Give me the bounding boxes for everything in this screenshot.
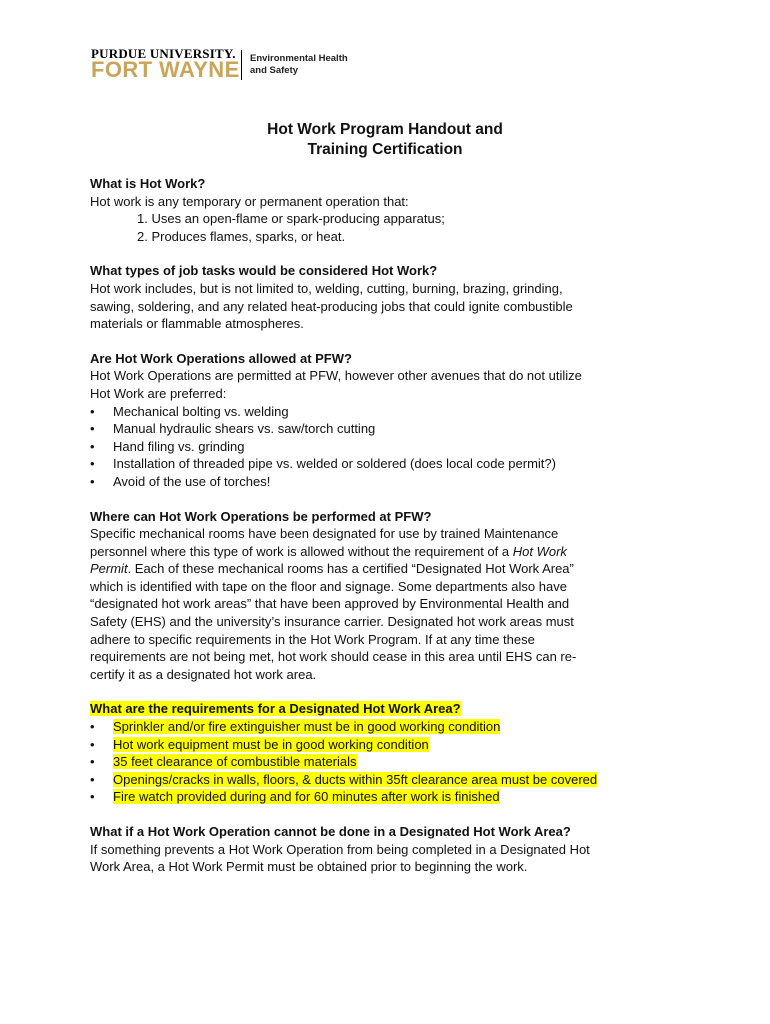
logo-department-line1: Environmental Health [250, 53, 348, 64]
list-item [90, 736, 690, 754]
section-what-is-hot-work [90, 175, 690, 245]
section-text-line: Specific mechanical rooms have been designated for use by trained Maintenance [90, 526, 559, 542]
section-heading [90, 700, 690, 718]
list-item [90, 753, 690, 771]
section-text-line: sawing, soldering, and any related heat-producing jobs that could ignite combustible [90, 298, 573, 314]
section-text-line [90, 560, 690, 578]
numbered-item: 1. Uses an open-flame or spark-producing apparatus; [137, 211, 445, 227]
section-heading: What if a Hot Work Operation cannot be done in a Designated Hot Work Area? [90, 824, 571, 839]
requirements-list [90, 718, 690, 806]
section-heading: What types of job tasks would be considered Hot Work? [90, 263, 438, 279]
text-run: . Each of these mechanical rooms has a certified “Designated Hot Work Area” [127, 561, 574, 577]
highlighted-text: Hot work equipment must be in good working condition [113, 736, 429, 752]
highlighted-text: Fire watch provided during and for 60 minutes after work is finished [113, 789, 500, 805]
numbered-item: 2. Produces flames, sparks, or heat. [137, 228, 346, 244]
document-body [90, 175, 690, 893]
alternatives-list [90, 403, 690, 491]
section-text-line: Hot Work are preferred: [90, 385, 227, 401]
section-heading: Where can Hot Work Operations be performed at PFW? [90, 508, 432, 524]
list-item: • Manual hydraulic shears vs. saw/torch cutting [90, 420, 690, 438]
section-job-tasks [90, 262, 690, 332]
section-permit [90, 823, 690, 876]
section-allowed-at-pfw [90, 350, 690, 491]
text-run: personnel where this type of work is allowed without the requirement of a [90, 543, 513, 559]
section-text-line: certify it as a designated hot work area. [90, 666, 317, 682]
highlighted-heading: What are the requirements for a Designated Hot Work Area? [90, 701, 461, 717]
logo-department [250, 53, 348, 77]
section-text-line: Safety (EHS) and the university’s insurance carrier. Designated hot work areas must [90, 614, 574, 630]
section-text-line: Work Area, a Hot Work Permit must be obtained prior to beginning the work. [90, 859, 528, 875]
logo-divider [241, 50, 242, 80]
title-line2: Training Certification [307, 141, 463, 158]
highlighted-text: 35 feet clearance of combustible materials [113, 754, 357, 770]
highlighted-text: Openings/cracks in walls, floors, & ducts within 35ft clearance area must be covered [113, 771, 598, 787]
section-heading: What is Hot Work? [90, 176, 206, 191]
section-text-line [90, 543, 690, 561]
logo-university-name: PURDUE UNIVERSITY. [91, 46, 236, 61]
list-item: • Installation of threaded pipe vs. welded or soldered (does local code permit?) [90, 455, 690, 473]
list-item: • Hand filing vs. grinding [90, 438, 690, 456]
list-item: • Mechanical bolting vs. welding [90, 403, 690, 421]
section-where-performed [90, 508, 690, 684]
section-text-line: materials or flammable atmospheres. [90, 316, 304, 332]
section-text: Hot work is any temporary or permanent operation that: [90, 193, 409, 209]
section-text-line: Hot work includes, but is not limited to, welding, cutting, burning, brazing, grinding, [90, 280, 563, 296]
section-text-line: Hot Work Operations are permitted at PFW, however other avenues that do not utilize [90, 368, 582, 384]
logo-department-line2: and Safety [250, 65, 299, 76]
section-text-line: adhere to specific requirements in the Hot Work Program. If at any time these [90, 631, 535, 647]
list-item: • Avoid of the use of torches! [90, 473, 690, 491]
logo-campus-name: FORT WAYNE [91, 57, 240, 82]
list-item [90, 771, 690, 789]
section-requirements [90, 700, 690, 806]
title-line1: Hot Work Program Handout and [267, 121, 503, 138]
section-text-line: “designated hot work areas” that have been approved by Environmental Health and [90, 596, 570, 612]
section-text-line: which is identified with tape on the floor and signage. Some departments also have [90, 578, 567, 594]
section-text-line: requirements are not being met, hot work should cease in this area until EHS can re- [90, 649, 577, 665]
emphasis-text: Permit [90, 561, 128, 577]
section-heading: Are Hot Work Operations allowed at PFW? [90, 350, 352, 366]
list-item [90, 788, 690, 806]
list-item [90, 718, 690, 736]
emphasis-text: Hot Work [512, 543, 567, 559]
highlighted-text: Sprinkler and/or fire extinguisher must be in good working condition [113, 719, 501, 735]
document-title [0, 120, 770, 160]
section-text-line: If something prevents a Hot Work Operation from being completed in a Designated Hot [90, 841, 590, 857]
